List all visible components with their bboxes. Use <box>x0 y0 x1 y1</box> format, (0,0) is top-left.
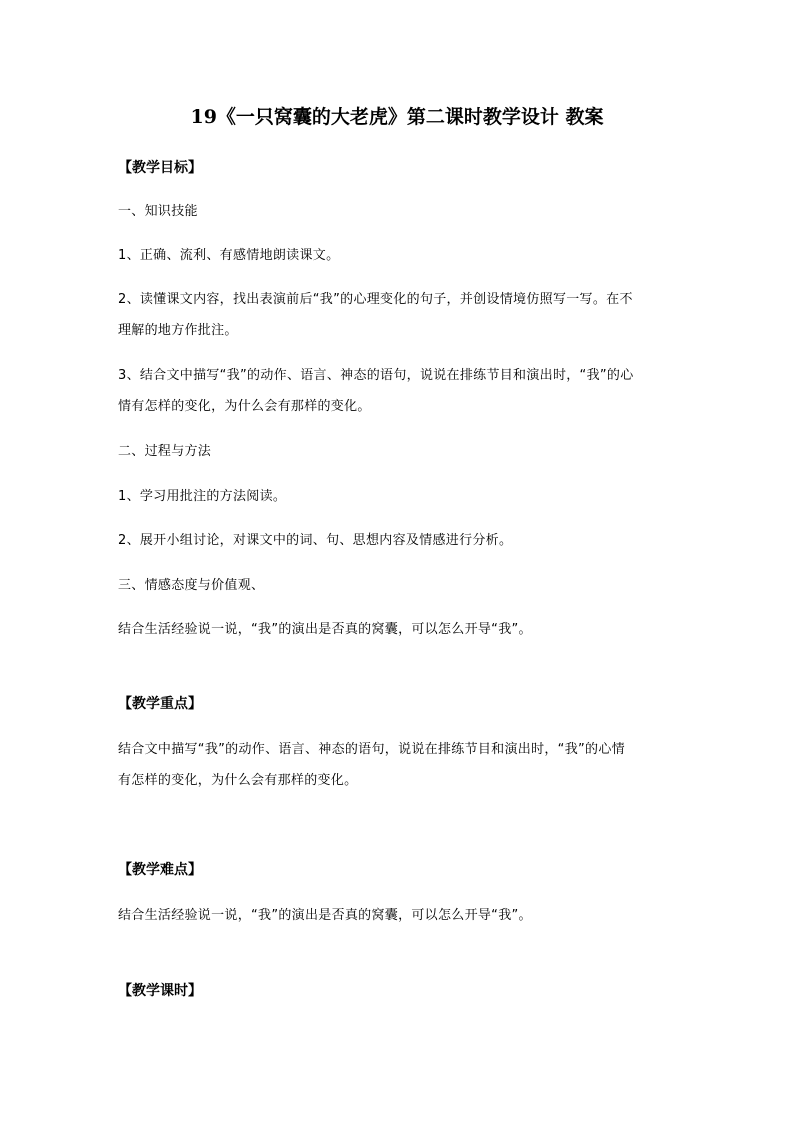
section1-item1: 1、正确、流利、有感情地朗读课文。 <box>118 248 340 263</box>
key-points-line2: 有怎样的变化，为什么会有那样的变化。 <box>118 773 358 788</box>
section1-heading: 一、知识技能 <box>118 204 198 219</box>
section1-item2-line2: 理解的地方作批注。 <box>118 323 238 338</box>
difficulty-heading: 【教学难点】 <box>118 862 202 878</box>
section2-item1: 1、学习用批注的方法阅读。 <box>118 489 287 504</box>
key-points-heading: 【教学重点】 <box>118 696 202 712</box>
section3-heading: 三、情感态度与价值观、 <box>118 578 265 593</box>
section1-item3-line1: 3、结合文中描写“我”的动作、语言、神态的语句，说说在排练节目和演出时，“我”的心 <box>118 368 634 383</box>
document-title: 19《一只窝囊的大老虎》第二课时教学设计 教案 <box>190 106 604 128</box>
difficulty-text: 结合生活经验说一说，“我”的演出是否真的窝囊，可以怎么开导“我”。 <box>118 908 532 923</box>
section1-item3-line2: 情有怎样的变化，为什么会有那样的变化。 <box>118 399 371 414</box>
key-points-line1: 结合文中描写“我”的动作、语言、神态的语句，说说在排练节目和演出时，“我”的心情 <box>118 742 625 757</box>
section3-text: 结合生活经验说一说，“我”的演出是否真的窝囊，可以怎么开导“我”。 <box>118 622 532 637</box>
section1-item2-line1: 2、读懂课文内容，找出表演前后“我”的心理变化的句子，并创设情境仿照写一写。在不 <box>118 292 633 307</box>
class-hours-heading: 【教学课时】 <box>118 983 202 999</box>
goals-heading: 【教学目标】 <box>118 160 202 176</box>
section2-heading: 二、过程与方法 <box>118 444 212 459</box>
section2-item2: 2、展开小组讨论，对课文中的词、句、思想内容及情感进行分析。 <box>118 533 513 548</box>
